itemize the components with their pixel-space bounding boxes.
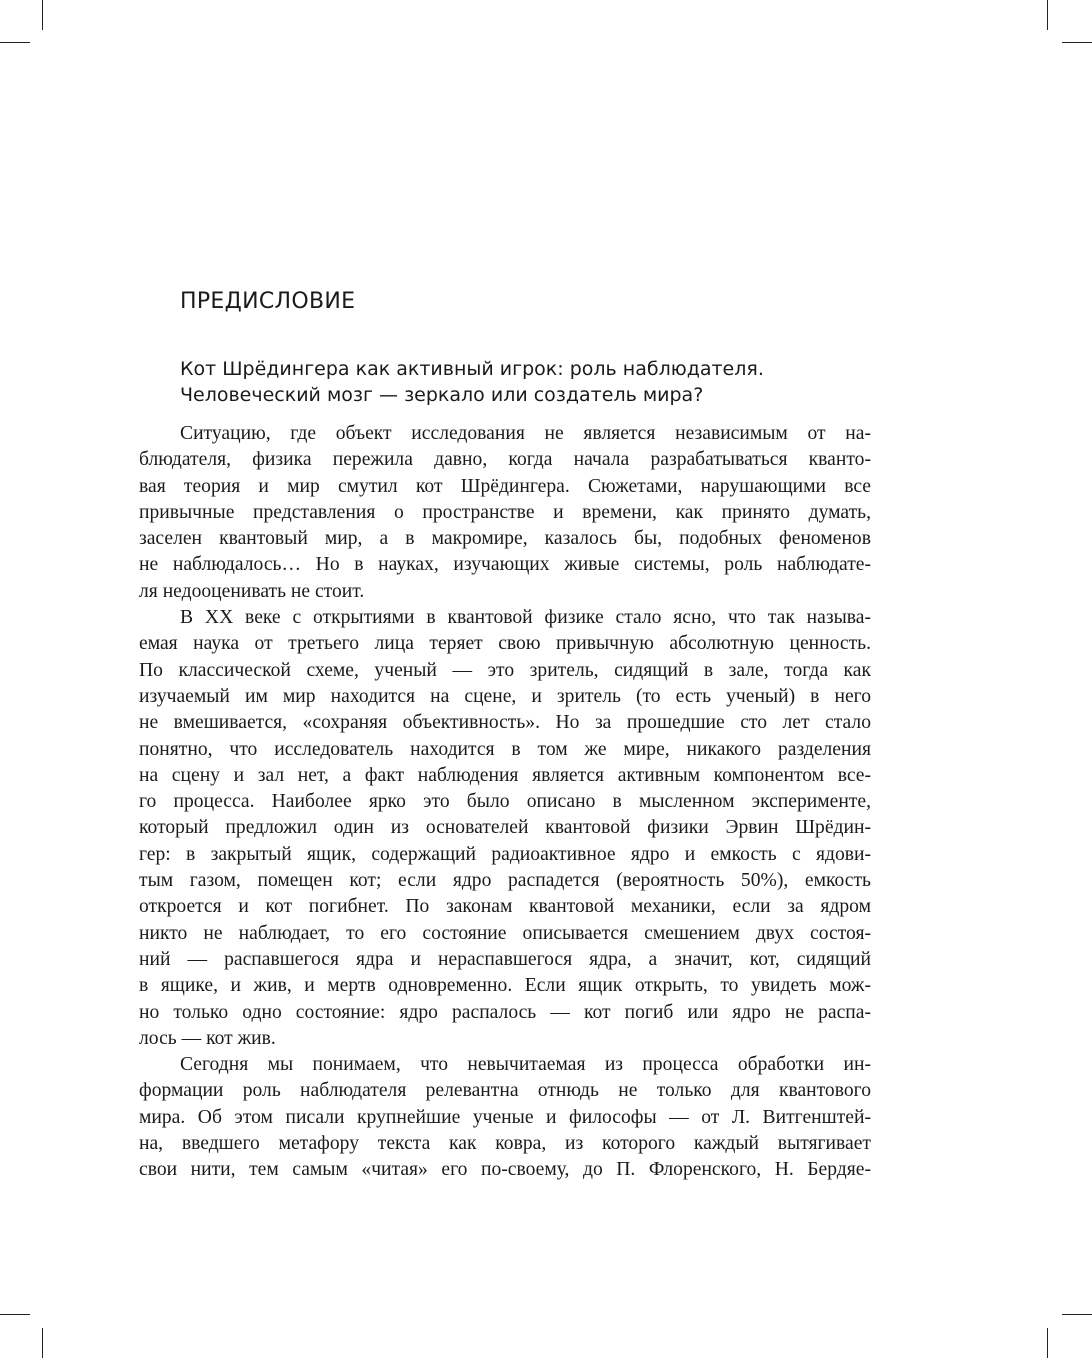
crop-mark-bottom-right-v — [1047, 1328, 1048, 1358]
text-line: не наблюдалось… Но в науках, изучающих живые системы, роль наблюдате- — [139, 554, 871, 576]
crop-mark-top-right-h — [1062, 42, 1092, 43]
text-line: изучаемый им мир находится на сцене, и зритель (то есть ученый) в него — [139, 685, 871, 707]
text-line: понятно, что исследователь находится в том же мире, никакого разделения — [139, 738, 871, 760]
crop-mark-bottom-right-h — [1062, 1314, 1092, 1315]
text-line: емая наука от третьего лица теряет свою привычную абсолютную ценность. — [139, 633, 871, 655]
text-line: свои нити, тем самым «читая» его по-своему, до П. Флоренского, Н. Бердяе- — [139, 1159, 871, 1181]
text-line: ля недооценивать не стоит. — [139, 580, 365, 602]
text-line: заселен квантовый мир, а в макромире, казалось бы, подобных феноменов — [139, 528, 871, 550]
text-line: но только одно состояние: ядро распалось — кот погиб или ядро не распа- — [139, 1001, 871, 1023]
body-text — [139, 421, 871, 1184]
text-line: привычные представления о пространстве и времени, как принято думать, — [139, 501, 871, 523]
text-line: откроется и кот погибнет. По законам квантовой механики, если за ядром — [139, 896, 871, 918]
text-line: По классической схеме, ученый — это зритель, сидящий в зале, тогда как — [139, 659, 871, 681]
text-line: лось — кот жив. — [139, 1027, 276, 1049]
text-line: не вмешивается, «сохраняя объективность». Но за прошедшие сто лет стало — [139, 712, 871, 734]
crop-mark-bottom-left-h — [0, 1314, 30, 1315]
subheading-line: Кот Шрёдингера как активный игрок: роль наблюдателя. — [180, 358, 764, 380]
paragraph — [139, 605, 871, 1052]
text-line: вая теория и мир смутил кот Шрёдингера. Сюжетами, нарушающими все — [139, 475, 871, 497]
text-line: В XX веке с открытиями в квантовой физике стало ясно, что так называ- — [180, 607, 871, 629]
text-line: никто не наблюдает, то его состояние описывается смешением двух состоя- — [139, 922, 871, 944]
text-line: гер: в закрытый ящик, содержащий радиоактивное ядро и емкость с ядови- — [139, 843, 871, 865]
text-line: который предложил один из основателей квантовой физики Эрвин Шрёдин- — [139, 817, 871, 839]
chapter-heading: ПРЕДИСЛОВИЕ — [180, 289, 356, 314]
text-line: ний — распавшегося ядра и нераспавшегося ядра, а значит, кот, сидящий — [139, 948, 871, 970]
text-line: тым газом, помещен кот; если ядро распадется (вероятность 50%), емкость — [139, 870, 871, 892]
text-line: Сегодня мы понимаем, что невычитаемая из процесса обработки ин- — [180, 1054, 871, 1076]
crop-mark-bottom-left-v — [42, 1328, 43, 1358]
crop-mark-top-right-v — [1047, 0, 1048, 30]
text-line: Ситуацию, где объект исследования не является независимым от на- — [180, 423, 871, 444]
crop-mark-top-left-h — [0, 42, 30, 43]
text-line: блюдателя, физика пережила давно, когда начала разрабатываться кванто- — [139, 449, 871, 471]
subheading-line: Человеческий мозг — зеркало или создатель мира? — [180, 384, 704, 406]
text-line: го процесса. Наиболее ярко это было описано в мысленном эксперименте, — [139, 791, 871, 813]
text-line: в ящике, и жив, и мертв одновременно. Если ящик открыть, то увидеть мож- — [139, 975, 871, 997]
paragraph — [139, 1052, 871, 1183]
paragraph — [139, 421, 871, 605]
crop-mark-top-left-v — [42, 0, 43, 30]
section-subheading — [180, 356, 880, 408]
text-line: мира. Об этом писали крупнейшие ученые и философы — от Л. Витгенштей- — [139, 1106, 871, 1128]
text-line: на сцену и зал нет, а факт наблюдения является активным компонентом все- — [139, 764, 871, 786]
text-line: формации роль наблюдателя релевантна отнюдь не только для квантового — [139, 1080, 871, 1102]
text-line: на, введшего метафору текста как ковра, из которого каждый вытягивает — [139, 1133, 871, 1155]
